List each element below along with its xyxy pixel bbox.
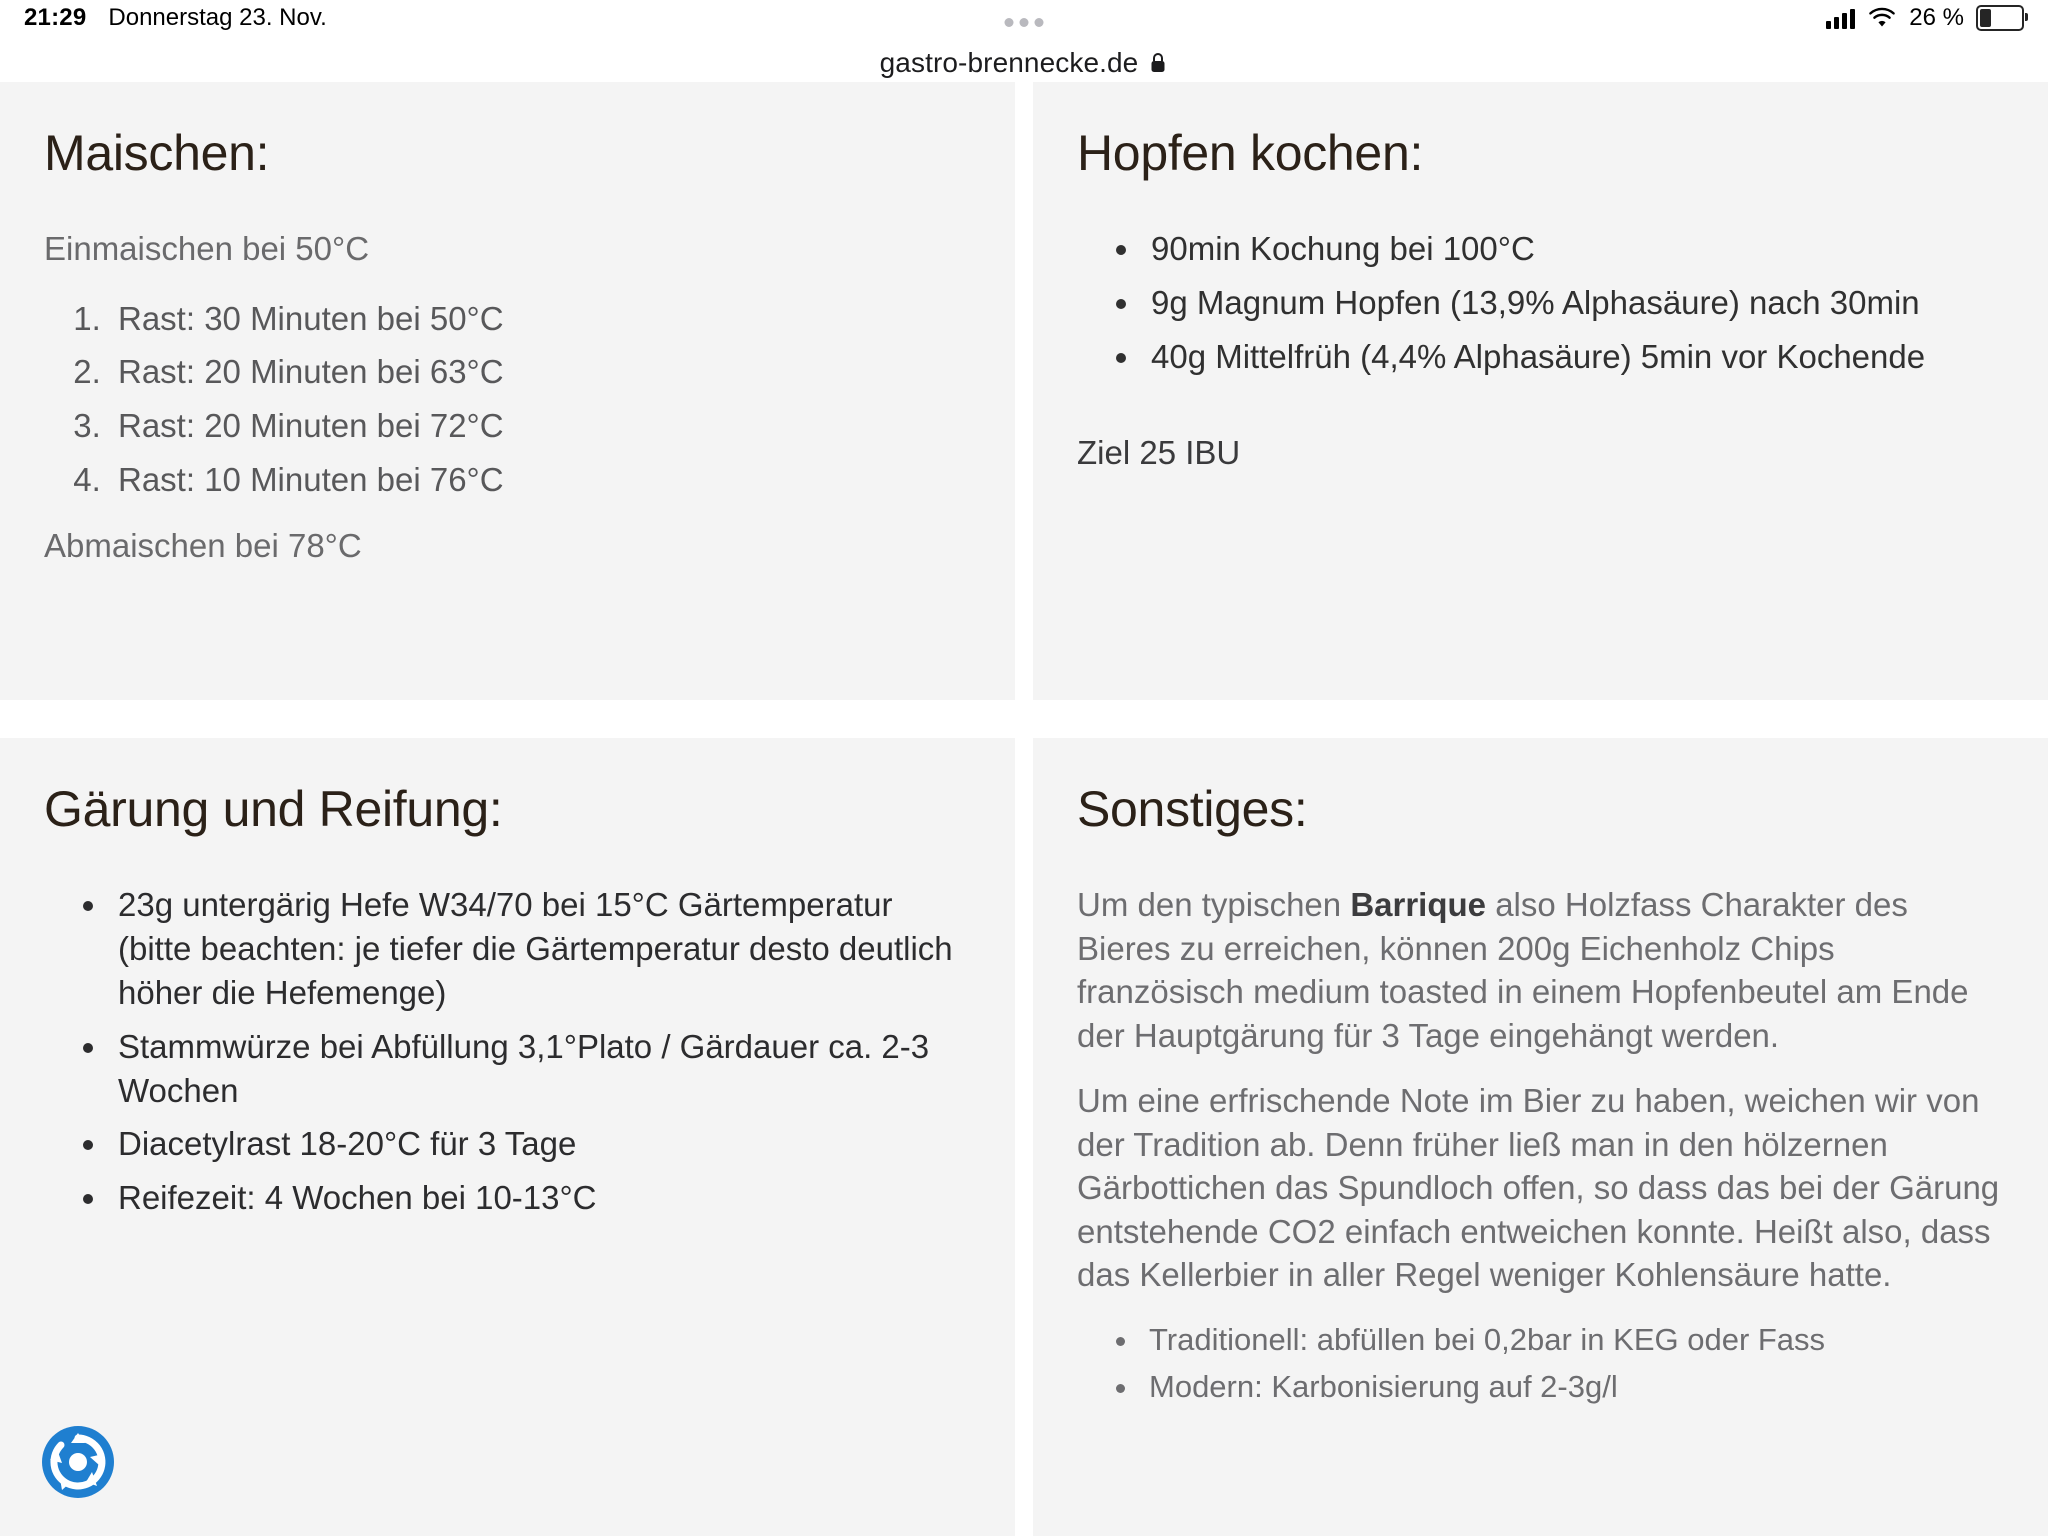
gaerung-list [44, 883, 971, 1220]
list-item: 3. Rast: 20 Minuten bei 72°C [110, 404, 971, 448]
url-text[interactable]: gastro-brennecke.de [879, 47, 1139, 78]
hopfen-goal: Ziel 25 IBU [1077, 433, 1241, 471]
sonstiges-paragraph-2: Um eine erfrischende Note im Bier zu haben, weichen wir von der Tradition ab. Denn früher ließ man in den hölzernen Gärbottichen das Spundloch offen, so dass das bei der Gärung entstehende CO2 einfach entweichen konnte. Heißt also, dass das Kellerbier in aller Regel weniger Kohlensäure hatte. [1077, 1082, 2000, 1294]
tab-dot [1005, 18, 1014, 27]
sonstiges-paragraph-1 [1077, 883, 2004, 1057]
card-sonstiges [1033, 738, 2048, 1536]
tab-indicator-dots[interactable] [1005, 18, 1044, 27]
list-item: • Diacetylrast 18-20°C für 3 Tage [110, 1122, 971, 1166]
browser-toolbar [0, 36, 2048, 82]
status-time: 21:29 [24, 4, 87, 31]
maischen-steps-list [44, 297, 971, 503]
site-logo[interactable] [40, 1424, 116, 1500]
cellular-signal-icon [1826, 7, 1855, 29]
wifi-icon [1867, 7, 1897, 29]
list-item: • 23g untergärig Hefe W34/70 bei 15°C Gärtemperatur (bitte beachten: je tiefer die Gärtemperatur desto deutlich höher die Hefemenge) [110, 883, 971, 1015]
card-title-maischen: Maischen: [44, 125, 270, 181]
card-title-sonstiges: Sonstiges: [1077, 781, 1308, 838]
content-grid [0, 82, 2048, 1536]
list-item: • 90min Kochung bei 100°C [1143, 227, 2004, 271]
list-item: • 9g Magnum Hopfen (13,9% Alphasäure) nach 30min [1143, 281, 2004, 325]
sonstiges-p1-bold: Barrique [1350, 886, 1487, 924]
list-item: 4. Rast: 10 Minuten bei 76°C [110, 458, 971, 502]
status-bar-right [1826, 4, 2024, 32]
sonstiges-list [1077, 1319, 2004, 1407]
address-bar[interactable] [0, 36, 2048, 86]
list-item: • Modern: Karbonisierung auf 2-3g/l [1141, 1366, 2004, 1407]
sonstiges-p1-before: Um den typischen [1077, 886, 1351, 924]
list-item: 2. Rast: 20 Minuten bei 63°C [110, 350, 971, 394]
sonstiges-p1-after: also Holzfass Charakter des Bieres zu erreichen, können 200g Eichenholz Chips französisch medium toasted in einem Hopfenbeutel am Ende der Hauptgärung für 3 Tage eingehängt werden. [1077, 886, 1969, 1054]
battery-percentage: 26 % [1909, 4, 1964, 31]
list-item: • Stammwürze bei Abfüllung 3,1°Plato / Gärdauer ca. 2-3 Wochen [110, 1025, 971, 1113]
lock-icon [1148, 51, 1168, 75]
spacer [1077, 401, 2004, 431]
status-bar-left [24, 4, 327, 32]
card-maischen [0, 82, 1015, 700]
list-item: 1. Rast: 30 Minuten bei 50°C [110, 297, 971, 341]
card-title-gaerung: Gärung und Reifung: [44, 781, 503, 838]
tab-dot [1035, 18, 1044, 27]
list-item: • Traditionell: abfüllen bei 0,2bar in KEG oder Fass [1141, 1319, 2004, 1360]
tab-dot [1020, 18, 1029, 27]
maischen-outro: Abmaischen bei 78°C [44, 527, 362, 565]
list-item: • Reifezeit: 4 Wochen bei 10-13°C [110, 1176, 971, 1220]
hopfen-list [1077, 227, 2004, 379]
card-hopfen-kochen [1033, 82, 2048, 700]
card-gaerung-reifung [0, 738, 1015, 1536]
status-date: Donnerstag 23. Nov. [108, 4, 327, 31]
battery-icon [1976, 5, 2024, 31]
page-content [0, 82, 2048, 1536]
card-title-hopfen: Hopfen kochen: [1077, 125, 1424, 181]
maischen-intro: Einmaischen bei 50°C [44, 230, 370, 267]
list-item: • 40g Mittelfrüh (4,4% Alphasäure) 5min vor Kochende [1143, 335, 2004, 379]
